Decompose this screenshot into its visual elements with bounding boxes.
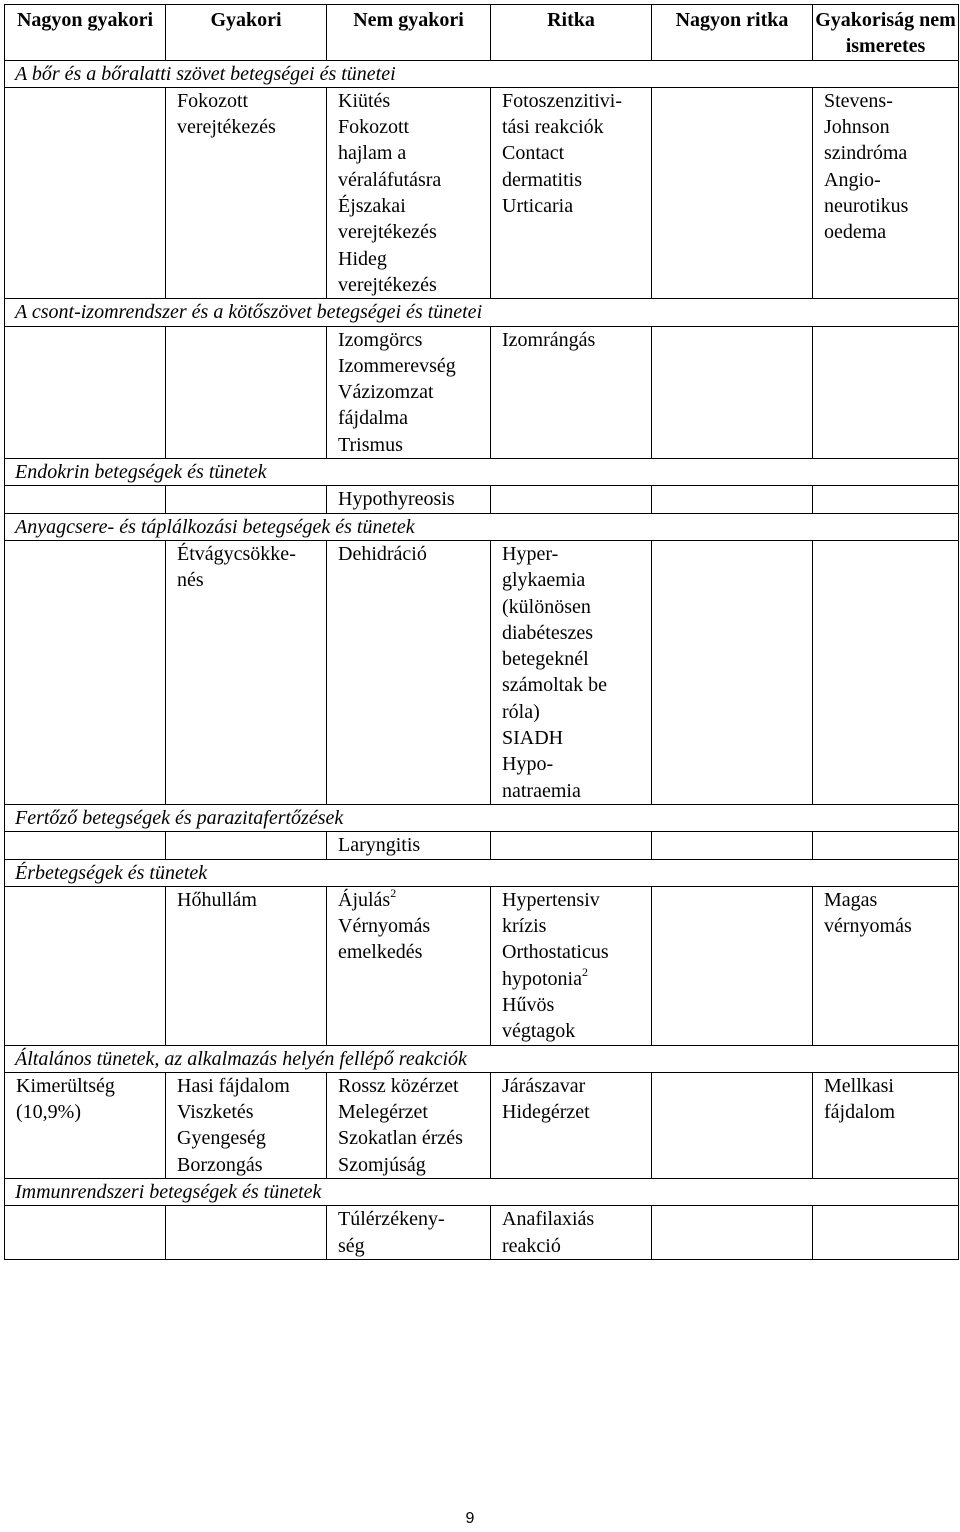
reaction-term: Fokozott [338,116,410,139]
section-title-row [5,459,959,486]
cell-rare [491,87,652,298]
cell-very-rare [652,886,813,1045]
cell-very-common [5,1206,166,1260]
cell-rare [491,540,652,804]
header-very-common: Nagyon gyakori [5,5,166,61]
cell-very-common [5,326,166,458]
section-title-row [5,60,959,87]
reaction-term: róla) [502,700,540,723]
reaction-term: reakció [502,1234,561,1257]
reaction-term: Fokozott [177,89,249,112]
reaction-term: Magas [824,888,878,911]
section-title-row [5,299,959,326]
section-title: A csont-izomrendszer és a kötőszövet betegségei és tünetei [5,299,959,326]
cell-rare [491,1072,652,1178]
cell-uncommon [327,886,491,1045]
reaction-term: Viszketés [177,1101,254,1124]
cell-common [166,886,327,1045]
reaction-term: Stevens- [824,89,893,112]
reaction-term: dermatitis [502,168,582,191]
reaction-term: Járászavar [502,1074,586,1097]
reaction-term: diabéteszes [502,621,594,644]
section-title: Általános tünetek, az alkalmazás helyén fellépő reakciók [5,1045,959,1072]
section-content-row [5,886,959,1045]
reaction-term: Szomjúság [338,1153,426,1176]
reaction-term: Hypertensiv [502,888,600,911]
cell-common [166,1072,327,1178]
cell-frequency-unknown [813,486,959,513]
reaction-term: SIADH [502,727,564,750]
reaction-term: hajlam a [338,142,407,165]
cell-very-common [5,486,166,513]
reaction-term: betegeknél [502,648,589,671]
reaction-term: fájdalom [824,1101,896,1124]
reaction-term: glykaemia [502,569,586,592]
cell-very-rare [652,1072,813,1178]
section-title-row [5,804,959,831]
section-title-row [5,1045,959,1072]
reaction-term: Melegérzet [338,1101,428,1124]
cell-very-rare [652,832,813,859]
reaction-term: végtagok [502,1020,576,1043]
reaction-term: Izomrángás [502,328,596,351]
reaction-term: Vérnyomás [338,915,431,938]
cell-uncommon [327,832,491,859]
reaction-term: Kimerültség [16,1074,115,1097]
cell-very-common [5,87,166,298]
reaction-term: vérnyomás [824,915,912,938]
cell-frequency-unknown [813,886,959,1045]
cell-common [166,540,327,804]
cell-rare [491,486,652,513]
cell-rare [491,1206,652,1260]
section-title-row [5,859,959,886]
header-frequency-unknown: Gyakoriság nem ismeretes [813,5,959,61]
reaction-term: Borzongás [177,1153,263,1176]
cell-uncommon [327,1072,491,1178]
reaction-term: Étvágycsökke- [177,542,296,565]
cell-uncommon [327,486,491,513]
reaction-term: Mellkasi [824,1074,894,1097]
section-title: Anyagcsere- és táplálkozási betegségek és tünetek [5,513,959,540]
cell-frequency-unknown [813,540,959,804]
section-content-row [5,1072,959,1178]
cell-uncommon [327,540,491,804]
frequency-header-row [5,5,959,61]
cell-common [166,326,327,458]
header-very-rare: Nagyon ritka [652,5,813,61]
reaction-term: Hűvös [502,993,555,1016]
reaction-term: Izomgörcs [338,328,423,351]
cell-frequency-unknown [813,326,959,458]
cell-frequency-unknown [813,1072,959,1178]
cell-common [166,1206,327,1260]
reaction-term: Szokatlan érzés [338,1127,463,1150]
reaction-term: emelkedés [338,941,423,964]
reaction-term: Fotoszenzitivi- [502,89,622,112]
reaction-term: neurotikus [824,195,909,218]
cell-frequency-unknown [813,832,959,859]
reaction-term: Túlérzékeny- [338,1208,445,1231]
reaction-term: verejtékezés [177,116,276,139]
section-title-row [5,513,959,540]
section-title-row [5,1179,959,1206]
section-content-row [5,326,959,458]
reaction-term: Orthostaticus [502,941,609,964]
header-rare: Ritka [491,5,652,61]
footnote-ref: 2 [390,886,397,901]
section-content-row [5,87,959,298]
cell-uncommon [327,87,491,298]
reaction-term: verejtékezés [338,273,437,296]
header-uncommon: Nem gyakori [327,5,491,61]
reaction-term: számoltak be [502,674,607,697]
reaction-term: Ájulás$^2$ [338,886,397,911]
reaction-term: Gyengeség [177,1127,266,1150]
cell-rare [491,326,652,458]
reaction-term: Kiütés [338,89,391,112]
reaction-term: Angio- [824,168,881,191]
reaction-term: (10,9%) [16,1101,81,1124]
reaction-term: tási reakciók [502,116,604,139]
reaction-term: Hidegérzet [502,1101,590,1124]
reaction-term: natraemia [502,779,581,802]
section-title: Érbetegségek és tünetek [5,859,959,886]
reaction-term: hypotonia$^2$ [502,965,588,990]
section-title: Endokrin betegségek és tünetek [5,459,959,486]
page-number: 9 [465,1510,475,1527]
cell-common [166,87,327,298]
reaction-term: Rossz közérzet [338,1074,459,1097]
section-content-row [5,486,959,513]
reaction-term: (különösen [502,595,591,618]
reaction-term: Hasi fájdalom [177,1074,290,1097]
cell-frequency-unknown [813,87,959,298]
cell-very-rare [652,326,813,458]
reaction-term: krízis [502,915,547,938]
reaction-term: nés [177,569,204,592]
reaction-term: oedema [824,221,887,244]
adverse-reactions-table [4,4,959,1260]
reaction-term: Vázizomzat [338,381,434,404]
cell-common [166,486,327,513]
reaction-term: Anafilaxiás [502,1208,595,1231]
cell-uncommon [327,1206,491,1260]
reaction-term: Hyper- [502,542,559,565]
section-title: Fertőző betegségek és parazitafertőzések [5,804,959,831]
reaction-term: Urticaria [502,195,574,218]
section-title: Immunrendszeri betegségek és tünetek [5,1179,959,1206]
reaction-term: Trismus [338,433,403,456]
reaction-term: verejtékezés [338,221,437,244]
cell-very-common [5,832,166,859]
reaction-term: szindróma [824,142,908,165]
cell-very-common [5,1072,166,1178]
reaction-term: Hőhullám [177,888,257,911]
cell-rare [491,886,652,1045]
reaction-term: Contact [502,142,565,165]
reaction-term: Hypothyreosis [338,488,455,511]
cell-very-common [5,540,166,804]
section-content-row [5,832,959,859]
section-content-row [5,1206,959,1260]
cell-rare [491,832,652,859]
header-common: Gyakori [166,5,327,61]
cell-very-rare [652,87,813,298]
reaction-term: fájdalma [338,407,408,430]
reaction-term: ség [338,1234,365,1257]
reaction-term: Johnson [824,116,890,139]
section-content-row [5,540,959,804]
table-body [5,60,959,1259]
reaction-term: Izommerevség [338,354,456,377]
cell-very-rare [652,486,813,513]
cell-uncommon [327,326,491,458]
reaction-term: Éjszakai [338,195,406,218]
cell-very-rare [652,540,813,804]
reaction-term: Hideg [338,247,387,270]
reaction-term: Laryngitis [338,834,421,857]
reaction-term: Hypo- [502,753,554,776]
section-title: A bőr és a bőralatti szövet betegségei és tünetei [5,60,959,87]
cell-frequency-unknown [813,1206,959,1260]
cell-very-rare [652,1206,813,1260]
reaction-term: véraláfutásra [338,168,442,191]
reaction-term: Dehidráció [338,542,427,565]
cell-common [166,832,327,859]
footnote-ref: 2 [582,965,588,980]
cell-very-common [5,886,166,1045]
